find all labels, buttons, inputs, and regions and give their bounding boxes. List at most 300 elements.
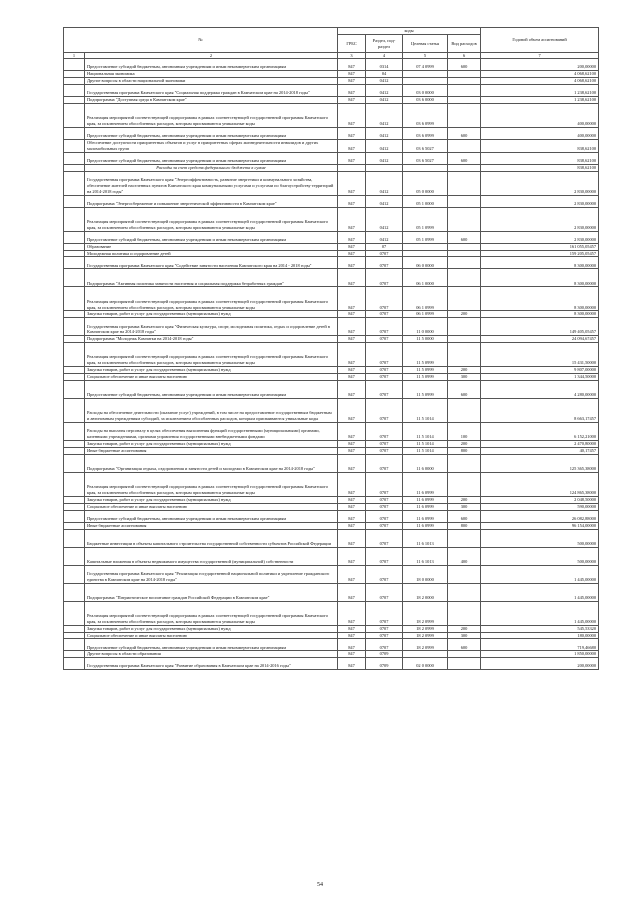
- row-amount: 838,62100: [481, 139, 599, 152]
- row-grbs: 847: [338, 381, 366, 399]
- row-description: Государственная программа Камчатского края "Развитие образования в Камчатском крае на 2014-2016 годы": [85, 658, 338, 670]
- row-number-cell: [64, 318, 85, 336]
- row-grbs: 847: [338, 472, 366, 496]
- row-amount: 15 431,50000: [481, 343, 599, 367]
- row-grbs: 847: [338, 496, 366, 503]
- row-target: 11 6 0999: [403, 472, 448, 496]
- row-description: Реализация мероприятий соответствующей подпрограммы в рамках соответствующей государственной программы Камчатского края, за исключением обособленных расходов, которым присваиваются уникальные коды: [85, 103, 338, 127]
- row-number-cell: [64, 152, 85, 164]
- row-amount: 2 470,80000: [481, 441, 599, 448]
- row-target: 02 0 0000: [403, 658, 448, 670]
- row-grbs: 847: [338, 97, 366, 104]
- row-description: Предоставление субсидий бюджетным, автономным учреждениям и иным некоммерческим организациям: [85, 381, 338, 399]
- row-number-cell: [64, 164, 85, 171]
- row-amount: 2 048,50000: [481, 496, 599, 503]
- row-description: Образование: [85, 243, 338, 250]
- row-amount: 1 445,00000: [481, 565, 599, 583]
- row-description: Расходы за счет средств федерального бюджета в сумме: [85, 164, 338, 171]
- row-target: 11 5 0999: [403, 374, 448, 381]
- row-exp-type: [448, 454, 481, 472]
- table-row: [64, 207, 599, 231]
- row-grbs: 847: [338, 503, 366, 510]
- row-target: 11 6 1013: [403, 547, 448, 565]
- row-target: 03 0 0000: [403, 85, 448, 97]
- row-target: 11 6 0000: [403, 454, 448, 472]
- row-section: 0707: [366, 250, 403, 257]
- row-description: Предоставление субсидий бюджетным, автономным учреждениям и иным некоммерческим организациям: [85, 510, 338, 522]
- table-row: [64, 367, 599, 374]
- row-exp-type: 600: [448, 231, 481, 243]
- row-target: 11 6 0999: [403, 522, 448, 529]
- row-number-cell: [64, 207, 85, 231]
- row-description: Реализация мероприятий соответствующей подпрограммы в рамках соответствующей государственной программы Камчатского края, за исключением обособленных расходов, которым присваиваются уникальные коды: [85, 287, 338, 311]
- row-number-cell: [64, 565, 85, 583]
- table-row: [64, 139, 599, 152]
- table-row: [64, 547, 599, 565]
- col-num-4: 4: [366, 53, 403, 59]
- row-grbs: 847: [338, 625, 366, 632]
- table-row: [64, 164, 599, 171]
- table-row: [64, 601, 599, 625]
- row-section: 07: [366, 243, 403, 250]
- table-row: [64, 59, 599, 71]
- row-section: 0412: [366, 103, 403, 127]
- row-exp-type: 600: [448, 639, 481, 651]
- table-row: [64, 78, 599, 85]
- row-number-cell: [64, 583, 85, 601]
- row-description: Подпрограмма "Организация отдыха, оздоровления и занятости детей и молодежи в Камчатском крае на 2014-2018 годы": [85, 454, 338, 472]
- row-amount: 40,17457: [481, 447, 599, 454]
- table-row: [64, 97, 599, 104]
- row-target: 06 1 0999: [403, 311, 448, 318]
- row-exp-type: 600: [448, 127, 481, 139]
- row-grbs: [338, 164, 366, 171]
- row-section: 0707: [366, 639, 403, 651]
- row-target: 18 2 0999: [403, 632, 448, 639]
- row-number-cell: [64, 658, 85, 670]
- row-amount: 180,00000: [481, 632, 599, 639]
- row-description: Государственная программа Камчатского края "Физическая культура, спорт, молодежная политика, отдых и оздоровление детей в Камчатском крае на 2014-2018 годы": [85, 318, 338, 336]
- row-grbs: 847: [338, 658, 366, 670]
- table-row: [64, 287, 599, 311]
- row-exp-type: [448, 601, 481, 625]
- row-exp-type: [448, 565, 481, 583]
- row-grbs: 847: [338, 447, 366, 454]
- row-section: 0707: [366, 269, 403, 287]
- row-number-cell: [64, 472, 85, 496]
- row-target: 11 6 0999: [403, 503, 448, 510]
- row-exp-type: [448, 207, 481, 231]
- row-section: 0412: [366, 171, 403, 195]
- table-row: [64, 447, 599, 454]
- table-body: [64, 59, 599, 670]
- row-description: Предоставление субсидий бюджетным, автономным учреждениям и иным некоммерческим организациям: [85, 231, 338, 243]
- row-section: 0707: [366, 423, 403, 441]
- row-description: Государственная программа Камчатского края "Социальная поддержка граждан в Камчатском крае на 2014-2018 годы": [85, 85, 338, 97]
- row-exp-type: [448, 103, 481, 127]
- row-number-cell: [64, 441, 85, 448]
- row-number-cell: [64, 250, 85, 257]
- row-section: 0707: [366, 311, 403, 318]
- row-exp-type: [448, 71, 481, 78]
- row-number-cell: [64, 103, 85, 127]
- row-grbs: 847: [338, 565, 366, 583]
- row-description: Социальное обеспечение и иные выплаты населению: [85, 632, 338, 639]
- header-target: Целевая статья: [403, 35, 448, 53]
- row-target: 11 6 0999: [403, 496, 448, 503]
- row-description: Капитальные вложения в объекты недвижимого имущества государственной (муниципальной) собственности: [85, 547, 338, 565]
- row-number-cell: [64, 625, 85, 632]
- row-section: 0412: [366, 139, 403, 152]
- row-section: [366, 164, 403, 171]
- header-section: Раздел, под-раздел: [366, 35, 403, 53]
- row-exp-type: 600: [448, 152, 481, 164]
- row-exp-type: [448, 472, 481, 496]
- row-amount: 2 830,00000: [481, 195, 599, 207]
- row-number-cell: [64, 503, 85, 510]
- row-target: 18 2 0000: [403, 583, 448, 601]
- row-amount: 1 850,00000: [481, 651, 599, 658]
- row-description: Социальное обеспечение и иные выплаты населению: [85, 374, 338, 381]
- row-description: Другие вопросы в области образования: [85, 651, 338, 658]
- table-row: [64, 257, 599, 269]
- row-description: Иные бюджетные ассигнования: [85, 522, 338, 529]
- row-number-cell: [64, 651, 85, 658]
- row-exp-type: [448, 139, 481, 152]
- row-grbs: 847: [338, 152, 366, 164]
- row-description: Подпрограмма "Активная политика занятости населения и социальная поддержка безработных граждан": [85, 269, 338, 287]
- row-grbs: 847: [338, 139, 366, 152]
- row-number-cell: [64, 381, 85, 399]
- row-section: 0412: [366, 78, 403, 85]
- row-exp-type: [448, 195, 481, 207]
- row-target: [403, 71, 448, 78]
- row-grbs: 847: [338, 336, 366, 343]
- row-grbs: 847: [338, 78, 366, 85]
- row-exp-type: [448, 257, 481, 269]
- row-section: 0707: [366, 625, 403, 632]
- row-grbs: 847: [338, 510, 366, 522]
- row-number-cell: [64, 447, 85, 454]
- row-amount: 1 445,00000: [481, 583, 599, 601]
- row-description: Закупка товаров, работ и услуг для государственных (муниципальных) нужд: [85, 367, 338, 374]
- row-number-cell: [64, 127, 85, 139]
- row-section: 0707: [366, 257, 403, 269]
- row-description: Расходы на выплаты персоналу в целях обеспечения выполнения функций государственными (муниципальными) органами, казенными учреждениями, органами управления государственными внебюджетными фондами: [85, 423, 338, 441]
- table-row: [64, 651, 599, 658]
- row-description: Молодежная политика и оздоровление детей: [85, 250, 338, 257]
- row-target: 11 6 1013: [403, 529, 448, 547]
- row-section: 0707: [366, 565, 403, 583]
- row-target: 03 6 0999: [403, 127, 448, 139]
- row-number-cell: [64, 78, 85, 85]
- table-row: [64, 243, 599, 250]
- row-description: Предоставление субсидий бюджетным, автономным учреждениям и иным некоммерческим организациям: [85, 152, 338, 164]
- row-section: 0412: [366, 85, 403, 97]
- row-target: 18 2 0999: [403, 639, 448, 651]
- row-target: 03 6 5027: [403, 139, 448, 152]
- col-num-2: 2: [85, 53, 338, 59]
- table-row: [64, 336, 599, 343]
- table-row: [64, 496, 599, 503]
- row-amount: 838,62100: [481, 164, 599, 171]
- row-exp-type: 200: [448, 625, 481, 632]
- row-target: 18 2 0999: [403, 625, 448, 632]
- row-exp-type: 400: [448, 547, 481, 565]
- row-target: 05 1 0999: [403, 231, 448, 243]
- row-target: 18 2 0999: [403, 601, 448, 625]
- table-row: [64, 195, 599, 207]
- row-target: 11 5 0999: [403, 343, 448, 367]
- row-section: 0412: [366, 127, 403, 139]
- row-number-cell: [64, 257, 85, 269]
- row-grbs: 847: [338, 171, 366, 195]
- row-number-cell: [64, 632, 85, 639]
- row-target: 11 5 0999: [403, 381, 448, 399]
- table-row: [64, 250, 599, 257]
- table-row: [64, 565, 599, 583]
- row-grbs: 847: [338, 639, 366, 651]
- row-exp-type: 600: [448, 381, 481, 399]
- row-section: 0412: [366, 195, 403, 207]
- row-description: Подпрограмма "Молодежь Камчатки на 2014-2018 годы": [85, 336, 338, 343]
- table-row: [64, 231, 599, 243]
- row-amount: 1 445,00000: [481, 601, 599, 625]
- row-number-cell: [64, 139, 85, 152]
- row-exp-type: [448, 243, 481, 250]
- row-exp-type: 200: [448, 441, 481, 448]
- row-target: 11 5 0000: [403, 336, 448, 343]
- row-section: 0412: [366, 231, 403, 243]
- row-target: [403, 250, 448, 257]
- row-number-cell: [64, 454, 85, 472]
- row-grbs: 847: [338, 311, 366, 318]
- row-target: [403, 78, 448, 85]
- table-row: [64, 658, 599, 670]
- row-amount: 24 094,67457: [481, 336, 599, 343]
- row-amount: 8 300,00000: [481, 287, 599, 311]
- row-section: 0707: [366, 399, 403, 423]
- row-grbs: 847: [338, 231, 366, 243]
- table-row: [64, 423, 599, 441]
- row-amount: 26 082,88000: [481, 510, 599, 522]
- row-number-cell: [64, 59, 85, 71]
- row-grbs: 847: [338, 318, 366, 336]
- row-description: Иные бюджетные ассигнования: [85, 447, 338, 454]
- row-description: Государственная программа Камчатского края "Реализация государственной национальной политики и укрепление гражданского единства в Камчатском крае на 2014-2018 годы": [85, 565, 338, 583]
- row-grbs: 847: [338, 269, 366, 287]
- row-description: Реализация мероприятий соответствующей подпрограммы в рамках соответствующей государственной программы Камчатского края, за исключением обособленных расходов, которым присваиваются уникальные коды: [85, 472, 338, 496]
- table-row: [64, 318, 599, 336]
- row-description: Подпрограмма "Патриотическое воспитание граждан Российской Федерации в Камчатском крае": [85, 583, 338, 601]
- header-total: Годовой объем ассигнований: [481, 28, 599, 53]
- row-section: 0707: [366, 441, 403, 448]
- row-target: 11 6 0999: [403, 510, 448, 522]
- row-target: 03 6 0999: [403, 103, 448, 127]
- row-grbs: 847: [338, 529, 366, 547]
- table-row: [64, 529, 599, 547]
- page-number: 54: [317, 882, 323, 888]
- table-row: [64, 583, 599, 601]
- row-grbs: 847: [338, 651, 366, 658]
- row-section: 0412: [366, 97, 403, 104]
- row-section: 0707: [366, 336, 403, 343]
- row-amount: 159 205,05457: [481, 250, 599, 257]
- table-row: [64, 71, 599, 78]
- table-row: [64, 127, 599, 139]
- row-amount: 125 365,38000: [481, 454, 599, 472]
- row-section: 0709: [366, 651, 403, 658]
- row-target: 03 6 5027: [403, 152, 448, 164]
- row-amount: 545,53320: [481, 625, 599, 632]
- row-description: Подпрограмма "Доступная среда в Камчатском крае": [85, 97, 338, 104]
- row-grbs: 847: [338, 454, 366, 472]
- row-section: 0707: [366, 287, 403, 311]
- row-grbs: 847: [338, 250, 366, 257]
- row-description: Другие вопросы в области национальной экономики: [85, 78, 338, 85]
- row-description: Обеспечение доступности приоритетных объектов и услуг в приоритетных сферах жизнедеятельности инвалидов и других маломобильных групп: [85, 139, 338, 152]
- row-description: Государственная программа Камчатского края "Содействие занятости населения Камчатского края на 2014 - 2018 годы": [85, 257, 338, 269]
- row-section: 0709: [366, 658, 403, 670]
- row-section: 0412: [366, 152, 403, 164]
- row-number-cell: [64, 496, 85, 503]
- row-description: Реализация мероприятий соответствующей подпрограммы в рамках соответствующей государственной программы Камчатского края, за исключением обособленных расходов, которым присваиваются уникальные коды: [85, 207, 338, 231]
- row-description: Закупка товаров, работ и услуг для государственных (муниципальных) нужд: [85, 311, 338, 318]
- row-amount: 590,00000: [481, 503, 599, 510]
- row-section: 0707: [366, 547, 403, 565]
- row-grbs: 847: [338, 632, 366, 639]
- row-description: Реализация мероприятий соответствующей подпрограммы в рамках соответствующей государственной программы Камчатского края, за исключением обособленных расходов, которым присваиваются уникальные коды: [85, 601, 338, 625]
- row-section: 0412: [366, 207, 403, 231]
- row-grbs: 847: [338, 423, 366, 441]
- row-exp-type: 800: [448, 522, 481, 529]
- row-grbs: 847: [338, 207, 366, 231]
- row-section: 0707: [366, 601, 403, 625]
- row-grbs: 847: [338, 103, 366, 127]
- row-section: 0707: [366, 632, 403, 639]
- row-section: 0707: [366, 472, 403, 496]
- row-description: Государственная программа Камчатского края "Энергоэффективность, развитие энергетики и коммунального хозяйства, обеспечение жителей населенных пунктов Камчатского края коммунальными услугами и услугами по благоустройству территорий на 2014-2018 годы": [85, 171, 338, 195]
- row-amount: 9 807,00000: [481, 367, 599, 374]
- row-exp-type: [448, 164, 481, 171]
- col-num-5: 5: [403, 53, 448, 59]
- table-row: [64, 152, 599, 164]
- row-grbs: 847: [338, 601, 366, 625]
- row-exp-type: [448, 651, 481, 658]
- table-row: [64, 311, 599, 318]
- row-number-cell: [64, 343, 85, 367]
- row-exp-type: 200: [448, 496, 481, 503]
- header-codes: коды: [338, 28, 481, 35]
- row-target: 03 6 0000: [403, 97, 448, 104]
- row-section: 0707: [366, 503, 403, 510]
- row-grbs: 847: [338, 85, 366, 97]
- row-section: 0707: [366, 522, 403, 529]
- table-header: [64, 28, 599, 59]
- row-grbs: 847: [338, 257, 366, 269]
- row-amount: 1 344,50000: [481, 374, 599, 381]
- row-amount: 838,62100: [481, 152, 599, 164]
- row-grbs: 847: [338, 583, 366, 601]
- row-description: Предоставление субсидий бюджетным, автономным учреждениям и иным некоммерческим организациям: [85, 127, 338, 139]
- row-number-cell: [64, 195, 85, 207]
- row-target: 11 5 1014: [403, 447, 448, 454]
- row-exp-type: [448, 658, 481, 670]
- row-exp-type: 600: [448, 510, 481, 522]
- row-section: 0707: [366, 529, 403, 547]
- row-exp-type: 600: [448, 59, 481, 71]
- row-amount: 719,46680: [481, 639, 599, 651]
- table-row: [64, 374, 599, 381]
- row-target: 18 0 0000: [403, 565, 448, 583]
- table-row: [64, 472, 599, 496]
- row-target: 05 0 0000: [403, 171, 448, 195]
- table-row: [64, 269, 599, 287]
- row-description: Подпрограмма "Энергосбережение и повышение энергетической эффективности в Камчатском крае": [85, 195, 338, 207]
- row-grbs: 847: [338, 243, 366, 250]
- row-exp-type: [448, 318, 481, 336]
- row-exp-type: 300: [448, 503, 481, 510]
- table-row: [64, 85, 599, 97]
- row-exp-type: [448, 269, 481, 287]
- row-target: 11 0 0000: [403, 318, 448, 336]
- row-number-cell: [64, 529, 85, 547]
- row-amount: 4 068,62100: [481, 71, 599, 78]
- row-grbs: 847: [338, 547, 366, 565]
- row-exp-type: 200: [448, 367, 481, 374]
- table-row: [64, 625, 599, 632]
- row-amount: 124 865,38000: [481, 472, 599, 496]
- table-row: [64, 522, 599, 529]
- row-description: Расходы на обеспечение деятельности (оказание услуг) учреждений, в том числе на предоставление государственным бюджетным и автономным учреждениям субсидий, за исключением обособленных расходов, которым присваиваются уникальные коды: [85, 399, 338, 423]
- row-exp-type: [448, 85, 481, 97]
- row-section: 0707: [366, 496, 403, 503]
- row-grbs: 847: [338, 374, 366, 381]
- row-amount: 1 238,62100: [481, 85, 599, 97]
- row-grbs: 847: [338, 343, 366, 367]
- row-amount: 161 055,05457: [481, 243, 599, 250]
- row-target: 06 1 0000: [403, 269, 448, 287]
- row-number-cell: [64, 243, 85, 250]
- row-number-cell: [64, 547, 85, 565]
- row-section: 0707: [366, 583, 403, 601]
- table-row: [64, 510, 599, 522]
- row-description: Закупка товаров, работ и услуг для государственных (муниципальных) нужд: [85, 496, 338, 503]
- row-amount: 6 152,21000: [481, 423, 599, 441]
- row-amount: 4 068,62100: [481, 78, 599, 85]
- row-amount: 500,00000: [481, 529, 599, 547]
- row-number-cell: [64, 269, 85, 287]
- row-section: 0707: [366, 343, 403, 367]
- row-section: 0707: [366, 447, 403, 454]
- table-row: [64, 399, 599, 423]
- row-target: 11 5 1014: [403, 399, 448, 423]
- row-number-cell: [64, 423, 85, 441]
- row-amount: 200,00000: [481, 658, 599, 670]
- row-description: Предоставление субсидий бюджетным, автономным учреждениям и иным некоммерческим организациям: [85, 639, 338, 651]
- budget-allocation-table: [63, 27, 599, 670]
- row-amount: 8 300,00000: [481, 269, 599, 287]
- row-exp-type: [448, 97, 481, 104]
- row-exp-type: 100: [448, 423, 481, 441]
- row-exp-type: 300: [448, 632, 481, 639]
- row-description: Национальная экономика: [85, 71, 338, 78]
- table-row: [64, 639, 599, 651]
- row-number-cell: [64, 171, 85, 195]
- row-target: 05 1 0000: [403, 195, 448, 207]
- row-exp-type: [448, 399, 481, 423]
- row-amount: 2 830,00000: [481, 231, 599, 243]
